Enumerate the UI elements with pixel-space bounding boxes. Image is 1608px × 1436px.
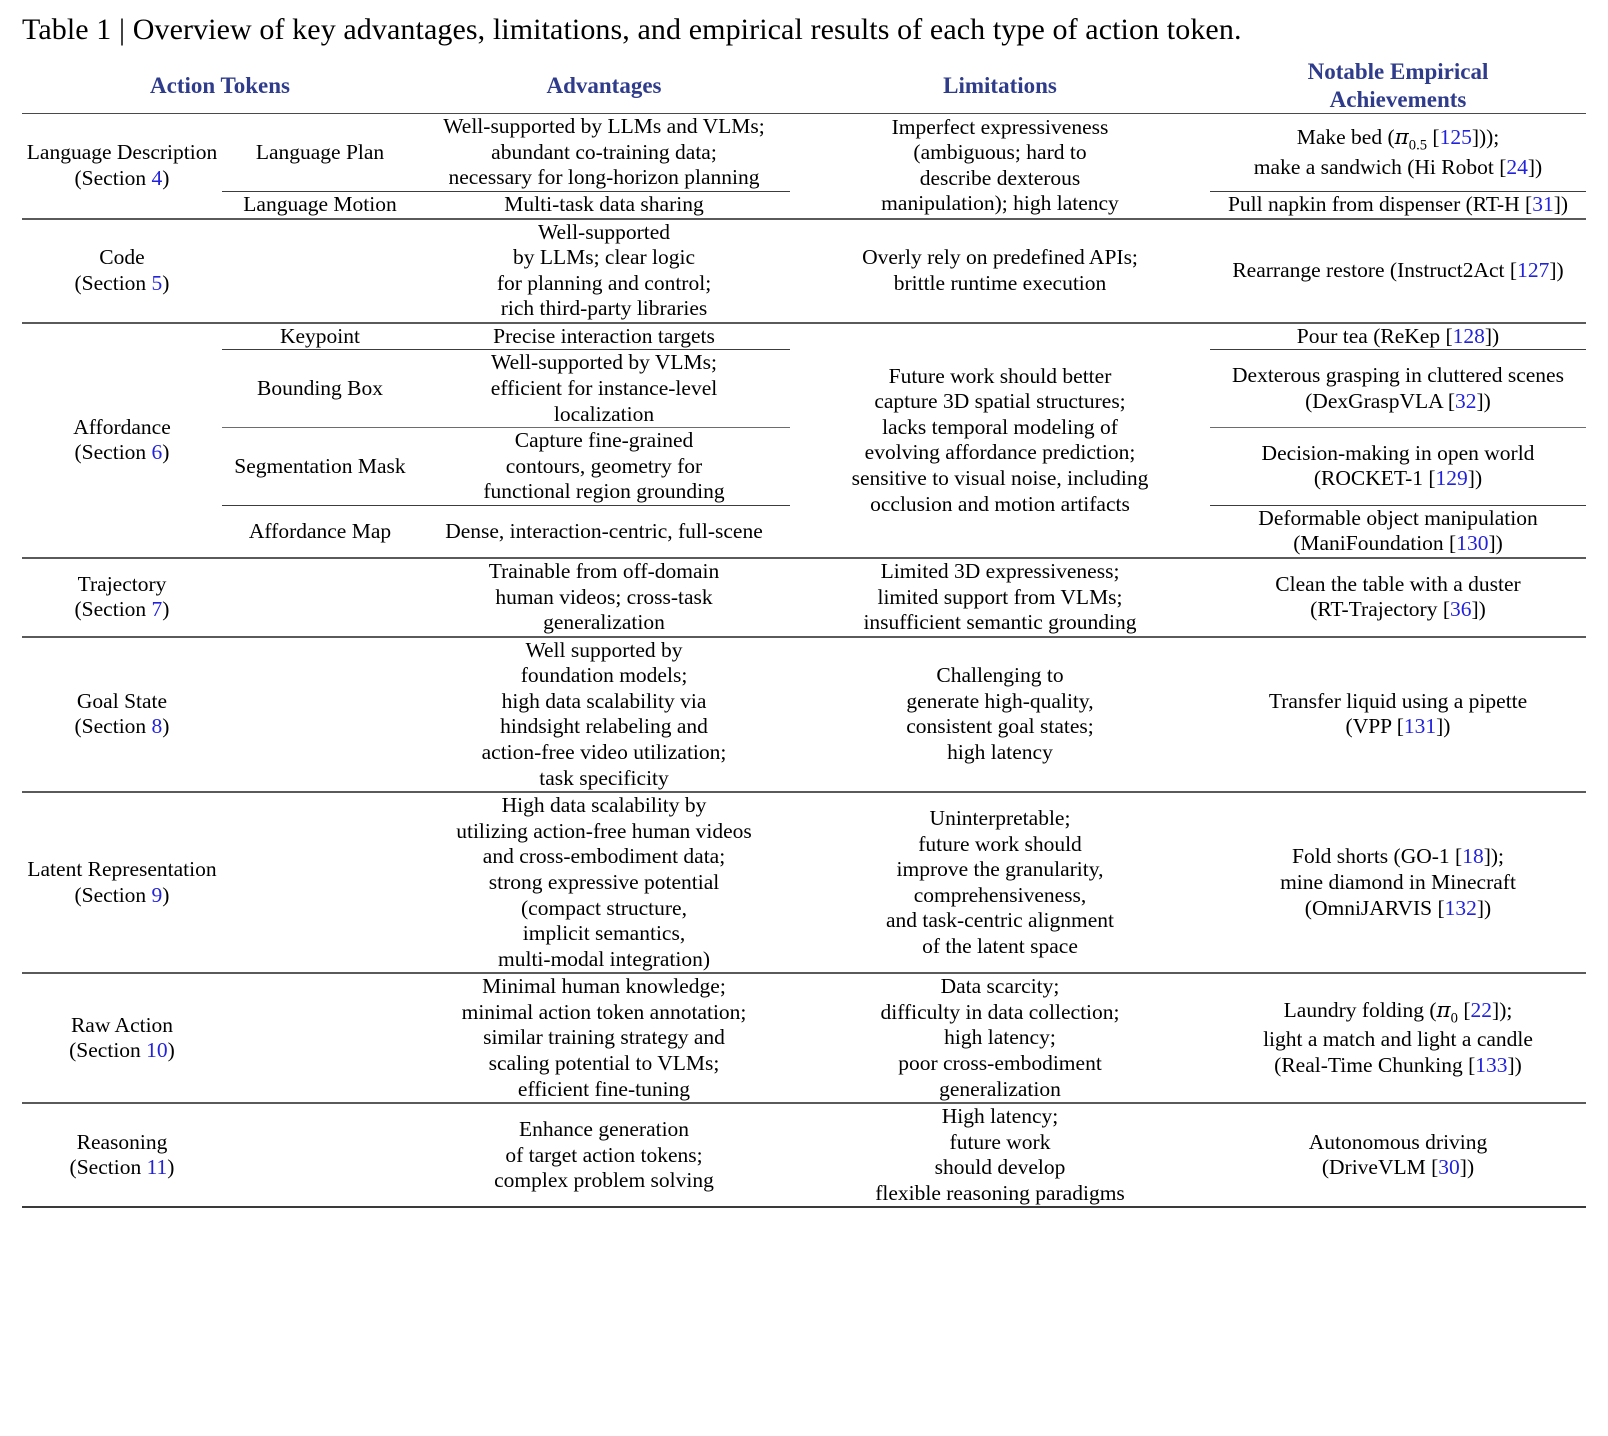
section-number: 6 xyxy=(151,440,163,465)
subrow-name-keypoint: Keypoint xyxy=(222,323,418,350)
text-line: efficient for instance-level xyxy=(490,375,718,400)
text-line: high data scalability via xyxy=(501,688,707,713)
advantages-language-plan xyxy=(418,114,790,192)
text-line: poor cross-embodiment xyxy=(898,1051,1102,1075)
text-line: Well-supported by LLMs and VLMs; xyxy=(443,114,765,139)
advantages-language-motion: Multi-task data sharing xyxy=(418,191,790,218)
table-row xyxy=(22,219,1586,323)
text-line: Deformable object manipulation xyxy=(1258,505,1538,530)
subrow-name-language-motion: Language Motion xyxy=(222,191,418,218)
text-line: abundant co-training data; xyxy=(491,139,717,164)
text-line: strong expressive potential xyxy=(488,869,720,894)
limitations-affordance xyxy=(790,323,1210,558)
text-line: of target action tokens; xyxy=(505,1142,703,1167)
group-label-line1: Code xyxy=(99,245,145,270)
table-row xyxy=(22,637,1586,792)
text-line: sensitive to visual noise, including xyxy=(851,465,1149,490)
header-action-tokens: Action Tokens xyxy=(150,72,290,98)
text-line: high latency xyxy=(947,740,1053,765)
text-line: Overly rely on predefined APIs; xyxy=(862,245,1138,270)
text-line: Uninterpretable; xyxy=(929,806,1071,830)
text-line: Well supported by xyxy=(525,637,683,662)
text-line: High data scalability by xyxy=(501,793,707,818)
text-line: generate high-quality, xyxy=(906,688,1094,713)
text-line: Challenging to xyxy=(936,663,1064,688)
text-line: Trainable from off-domain xyxy=(488,559,720,584)
section-number: 11 xyxy=(146,1155,168,1180)
text-line: localization xyxy=(553,401,655,426)
text-line: functional region grounding xyxy=(483,479,725,504)
group-trajectory xyxy=(22,558,222,637)
text-line: and task-centric alignment xyxy=(885,908,1115,933)
text-line: occlusion and motion artifacts xyxy=(870,491,1130,516)
text-line: necessary for long-horizon planning xyxy=(448,165,760,190)
text-line: describe dexterous xyxy=(919,165,1081,190)
text-line: difficulty in data collection; xyxy=(880,999,1120,1024)
group-section: (Section 7) xyxy=(74,597,170,622)
text-line: high latency; xyxy=(944,1025,1056,1050)
achievements-keypoint xyxy=(1210,323,1586,350)
text-line: lacks temporal modeling of xyxy=(882,414,1118,439)
group-section: (Section 9) xyxy=(74,882,170,907)
text-line: rich third-party libraries xyxy=(500,296,708,321)
subrow-name-raw-action xyxy=(222,973,418,1103)
text-line: (DexGraspVLA [32]) xyxy=(1305,388,1491,413)
group-code xyxy=(22,219,222,323)
section-number: 8 xyxy=(151,714,163,739)
subrow-name-trajectory xyxy=(222,558,418,637)
achievements-language-motion xyxy=(1210,191,1586,218)
limitations-raw-action xyxy=(790,973,1210,1103)
table-header-row xyxy=(22,58,1586,114)
text-line: Minimal human knowledge; xyxy=(482,974,726,999)
text-line: Decision-making in open world xyxy=(1261,440,1535,465)
text-line: light a match and light a candle xyxy=(1263,1027,1533,1052)
text-line: future work should xyxy=(918,831,1082,856)
group-raw-action xyxy=(22,973,222,1103)
text-line: limited support from VLMs; xyxy=(877,584,1123,609)
text-line: multi-modal integration) xyxy=(498,946,710,971)
text-line: flexible reasoning paradigms xyxy=(875,1180,1125,1205)
text-line: scaling potential to VLMs; xyxy=(488,1051,720,1075)
text-line: Data scarcity; xyxy=(940,974,1060,999)
group-section: (Section 4) xyxy=(74,165,170,190)
text-line: of the latent space xyxy=(922,933,1078,958)
text-line: for planning and control; xyxy=(496,270,712,295)
text-line: Rearrange restore (Instruct2Act [127]) xyxy=(1232,257,1564,282)
achievements-code xyxy=(1210,219,1586,323)
action-token-overview-table xyxy=(22,58,1586,1208)
text-line: generalization xyxy=(939,1076,1061,1101)
advantages-trajectory xyxy=(418,558,790,637)
group-section: (Section 8) xyxy=(74,714,170,739)
text-line: future work xyxy=(949,1129,1051,1154)
text-line: contours, geometry for xyxy=(505,453,703,478)
text-line: should develop xyxy=(934,1155,1066,1180)
section-number: 4 xyxy=(151,165,163,190)
text-line: and cross-embodiment data; xyxy=(482,844,726,869)
advantages-goal-state xyxy=(418,637,790,792)
text-line: Dexterous grasping in cluttered scenes xyxy=(1232,363,1564,388)
text-line: capture 3D spatial structures; xyxy=(874,389,1126,414)
limitations-goal-state xyxy=(790,637,1210,792)
group-section: (Section 11) xyxy=(69,1155,175,1180)
text-line: utilizing action-free human videos xyxy=(456,818,752,843)
group-label-line1: Affordance xyxy=(73,414,171,439)
achievements-reasoning xyxy=(1210,1103,1586,1207)
table-row xyxy=(22,323,1586,350)
section-number: 10 xyxy=(146,1038,168,1063)
achievements-segmentation-mask xyxy=(1210,428,1586,506)
text-line: complex problem solving xyxy=(494,1168,714,1193)
section-number: 9 xyxy=(151,882,163,907)
table-caption: Table 1 | Overview of key advantages, limitations, and empirical results of each type of action token. xyxy=(22,13,1242,46)
text-line: make a sandwich (Hi Robot [24]) xyxy=(1253,154,1543,179)
text-line: (ManiFoundation [130]) xyxy=(1293,531,1503,556)
text-line: Limited 3D expressiveness; xyxy=(880,559,1120,584)
advantages-reasoning xyxy=(418,1103,790,1207)
text-line: improve the granularity, xyxy=(896,857,1104,882)
header-achievements-line2: Achievements xyxy=(1329,86,1467,112)
text-line: human videos; cross-task xyxy=(495,584,713,609)
text-line: (VPP [131]) xyxy=(1345,714,1451,739)
section-number: 5 xyxy=(151,270,163,295)
text-line: efficient fine-tuning xyxy=(517,1076,691,1101)
table-row xyxy=(22,792,1586,973)
achievements-raw-action xyxy=(1210,973,1586,1103)
text-line: Future work should better xyxy=(888,363,1112,388)
group-language-description xyxy=(22,114,222,219)
text-line: evolving affordance prediction; xyxy=(864,440,1136,465)
header-notable-empirical-achievements xyxy=(1210,58,1586,114)
text-line: Well-supported xyxy=(537,219,670,244)
text-line: (ROCKET-1 [129]) xyxy=(1313,466,1483,491)
text-line: by LLMs; clear logic xyxy=(512,245,696,270)
achievements-affordance-map xyxy=(1210,505,1586,558)
group-affordance xyxy=(22,323,222,558)
text-line: Well-supported by VLMs; xyxy=(491,350,717,375)
text-line: Transfer liquid using a pipette xyxy=(1268,688,1528,713)
text-line: foundation models; xyxy=(520,663,688,688)
text-line: Pour tea (ReKep [128]) xyxy=(1296,323,1500,348)
group-latent-representation xyxy=(22,792,222,973)
text-line: similar training strategy and xyxy=(483,1025,725,1050)
limitations-code xyxy=(790,219,1210,323)
advantages-code xyxy=(418,219,790,323)
bottom-rule-cell xyxy=(22,1207,1586,1208)
table-row xyxy=(22,558,1586,637)
table-row xyxy=(22,1103,1586,1207)
group-reasoning xyxy=(22,1103,222,1207)
limitations-trajectory xyxy=(790,558,1210,637)
subrow-name-latent-representation xyxy=(222,792,418,973)
text-line: consistent goal states; xyxy=(906,714,1094,739)
group-label-line1: Goal State xyxy=(76,688,168,713)
text-line: Clean the table with a duster xyxy=(1275,571,1521,596)
text-line: insufficient semantic grounding xyxy=(863,610,1137,635)
text-line: generalization xyxy=(543,610,665,635)
advantages-keypoint: Precise interaction targets xyxy=(418,323,790,350)
header-advantages: Advantages xyxy=(546,72,662,98)
limitations-language-description xyxy=(790,114,1210,219)
text-line: Enhance generation xyxy=(518,1116,690,1141)
table-row xyxy=(22,114,1586,192)
subrow-name-segmentation-mask: Segmentation Mask xyxy=(222,428,418,506)
achievements-latent-representation xyxy=(1210,792,1586,973)
advantages-raw-action xyxy=(418,973,790,1103)
achievements-goal-state xyxy=(1210,637,1586,792)
text-line: Autonomous driving xyxy=(1308,1129,1488,1154)
advantages-latent-representation xyxy=(418,792,790,973)
text-line: Laundry folding ($\pi_0$ [22]); xyxy=(1283,997,1513,1027)
text-line: action-free video utilization; xyxy=(481,740,727,765)
group-section: (Section 5) xyxy=(74,270,170,295)
achievements-language-plan xyxy=(1210,114,1586,192)
text-line: Imperfect expressiveness xyxy=(891,114,1109,139)
text-line: implicit semantics, xyxy=(522,921,686,946)
group-label-line1: Trajectory xyxy=(77,571,167,596)
subrow-name-code xyxy=(222,219,418,323)
subrow-name-affordance-map: Affordance Map xyxy=(222,505,418,558)
group-label-line1: Reasoning xyxy=(76,1129,168,1154)
text-line: task specificity xyxy=(539,765,669,790)
advantages-affordance-map: Dense, interaction-centric, full-scene xyxy=(418,505,790,558)
advantages-segmentation-mask xyxy=(418,428,790,506)
text-line: minimal action token annotation; xyxy=(461,999,747,1024)
subrow-name-bounding-box: Bounding Box xyxy=(222,350,418,428)
text-line: Fold shorts (GO-1 [18]); xyxy=(1291,844,1504,869)
header-limitations: Limitations xyxy=(943,72,1057,98)
group-section: (Section 10) xyxy=(69,1038,175,1063)
text-line: manipulation); high latency xyxy=(881,191,1119,216)
text-line: (DriveVLM [30]) xyxy=(1321,1155,1475,1180)
group-label-line1: Language Description xyxy=(26,140,218,165)
text-line: Make bed ($\pi_{0.5}$ [125])); xyxy=(1296,124,1500,154)
text-line: High latency; xyxy=(941,1104,1059,1129)
subrow-name-goal-state xyxy=(222,637,418,792)
section-number: 7 xyxy=(151,597,163,622)
table-row xyxy=(22,973,1586,1103)
text-line: (ambiguous; hard to xyxy=(913,140,1087,165)
table-bottom-rule xyxy=(22,1207,1586,1208)
group-label-line1: Raw Action xyxy=(70,1012,174,1037)
achievements-bounding-box xyxy=(1210,350,1586,428)
text-line: Capture fine-grained xyxy=(514,428,694,453)
subrow-name-language-plan: Language Plan xyxy=(222,114,418,192)
group-section: (Section 6) xyxy=(74,440,170,465)
group-label-line1: Latent Representation xyxy=(27,857,217,882)
text-line: Pull napkin from dispenser (RT-H [31]) xyxy=(1227,191,1569,216)
text-line: hindsight relabeling and xyxy=(500,714,708,739)
text-line: comprehensiveness, xyxy=(913,882,1087,907)
text-line: (OmniJARVIS [132]) xyxy=(1304,895,1492,920)
limitations-reasoning xyxy=(790,1103,1210,1207)
text-line: brittle runtime execution xyxy=(893,270,1107,295)
text-line: (RT-Trajectory [36]) xyxy=(1310,597,1486,622)
text-line: (compact structure, xyxy=(521,895,687,920)
limitations-latent-representation xyxy=(790,792,1210,973)
advantages-bounding-box xyxy=(418,350,790,428)
subrow-name-reasoning xyxy=(222,1103,418,1207)
group-goal-state xyxy=(22,637,222,792)
text-line: mine diamond in Minecraft xyxy=(1280,869,1516,894)
achievements-trajectory xyxy=(1210,558,1586,637)
header-achievements-line1: Notable Empirical xyxy=(1307,59,1489,84)
text-line: (Real-Time Chunking [133]) xyxy=(1274,1053,1522,1078)
